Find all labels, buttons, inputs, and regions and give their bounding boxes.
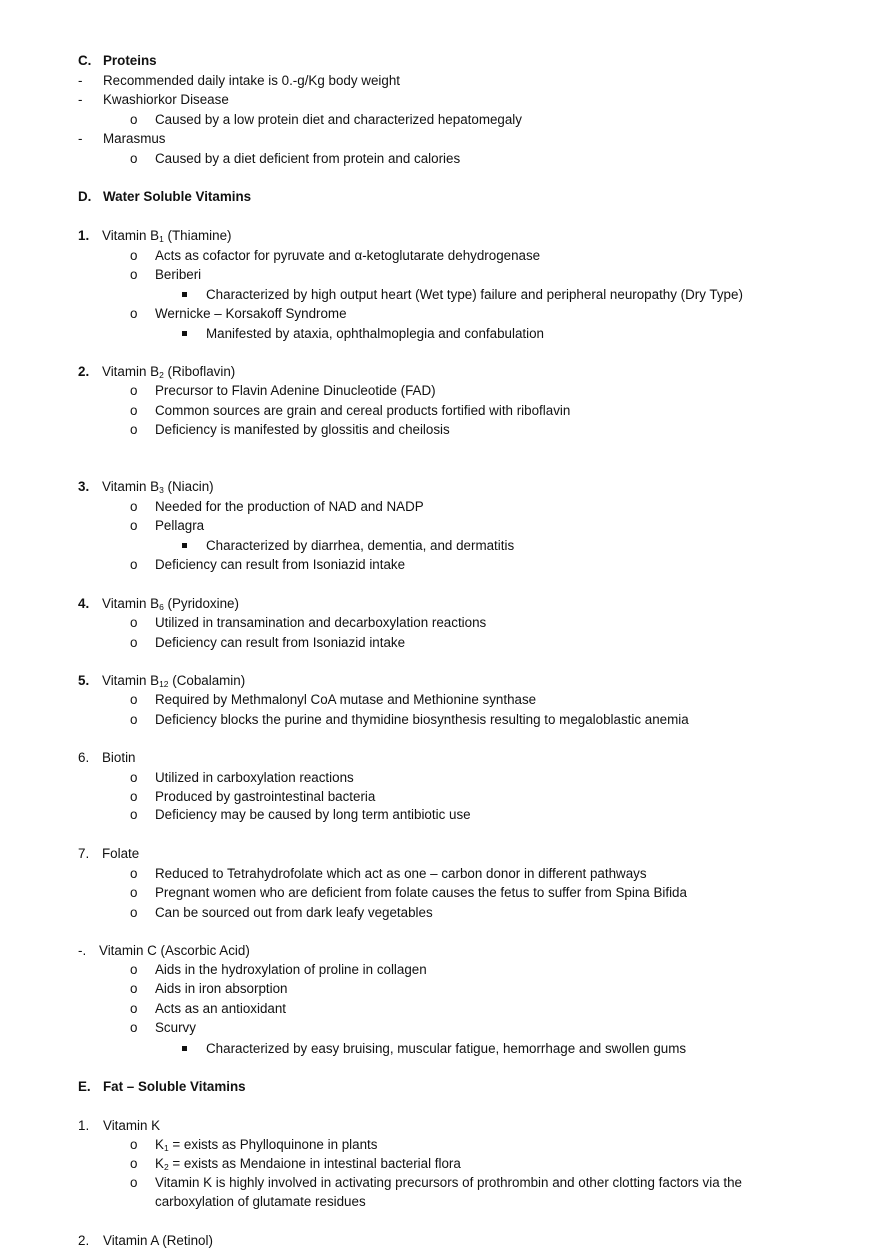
- item-number: 2.: [78, 1233, 90, 1248]
- item-number: -.: [78, 943, 87, 958]
- circle-bullet: o: [130, 770, 138, 785]
- b3-pellagra: Pellagra: [155, 518, 205, 533]
- b2-fad: Precursor to Flavin Adenine Dinucleotide (FAD): [155, 383, 436, 398]
- b6-deficiency: Deficiency can result from Isoniazid intake: [155, 635, 406, 650]
- b2-sources: Common sources are grain and cereal products fortified with riboflavin: [155, 403, 571, 418]
- circle-bullet: o: [130, 1175, 138, 1190]
- circle-bullet: o: [130, 981, 138, 996]
- b12-mutase: Required by Methmalonyl CoA mutase and Methionine synthase: [155, 692, 537, 707]
- b12-deficiency: Deficiency blocks the purine and thymidine biosynthesis resulting to megaloblastic anemia: [155, 712, 689, 727]
- vitk-k1: $K_1$ = exists as Phylloquinone in plants: [155, 1137, 378, 1153]
- protein-intake: Recommended daily intake is 0.-g/Kg body weight: [103, 73, 400, 88]
- kwashiorkor: Kwashiorkor Disease: [103, 92, 229, 107]
- b1-cofactor: Acts as cofactor for pyruvate and α-ketoglutarate dehydrogenase: [155, 248, 541, 263]
- vitamin-c-title: Vitamin C (Ascorbic Acid): [99, 943, 250, 958]
- b2-deficiency: Deficiency is manifested by glossitis and cheilosis: [155, 422, 450, 437]
- circle-bullet: o: [130, 1001, 138, 1016]
- circle-bullet: o: [130, 712, 138, 727]
- circle-bullet: o: [130, 267, 138, 282]
- folate-sources: Can be sourced out from dark leafy vegetables: [155, 905, 433, 920]
- b3-nad: Needed for the production of NAD and NADP: [155, 499, 424, 514]
- item-number: 6.: [78, 750, 90, 765]
- circle-bullet: o: [130, 422, 138, 437]
- item-number: 1.: [78, 228, 90, 243]
- circle-bullet: o: [130, 306, 138, 321]
- item-number: 5.: [78, 673, 90, 688]
- biotin-carboxylation: Utilized in carboxylation reactions: [155, 770, 354, 785]
- dash-bullet: -: [78, 131, 83, 146]
- circle-bullet: o: [130, 692, 138, 707]
- square-bullet: [182, 331, 187, 336]
- circle-bullet: o: [130, 518, 138, 533]
- biotin-bacteria: Produced by gastrointestinal bacteria: [155, 789, 376, 804]
- square-bullet: [182, 292, 187, 297]
- section-letter-d: D.: [78, 189, 92, 204]
- section-heading-water-soluble: Water Soluble Vitamins: [103, 189, 252, 204]
- vitamin-k-title: Vitamin K: [103, 1118, 161, 1133]
- circle-bullet: o: [130, 1020, 138, 1035]
- circle-bullet: o: [130, 807, 138, 822]
- vitamin-b6-title: Vitamin $B_6$ (Pyridoxine): [102, 596, 239, 612]
- dash-bullet: -: [78, 92, 83, 107]
- vitk-k2: $K_2$ = exists as Mendaione in intestinal bacterial flora: [155, 1156, 461, 1172]
- biotin-title: Biotin: [102, 750, 136, 765]
- vitk-clotting-line2: carboxylation of glutamate residues: [155, 1194, 366, 1209]
- vitamin-b3-title: Vitamin $B_3$ (Niacin): [102, 479, 214, 495]
- b1-wernicke: Wernicke – Korsakoff Syndrome: [155, 306, 347, 321]
- vitamin-b1-title: Vitamin $B_1$ (Thiamine): [102, 228, 232, 244]
- circle-bullet: o: [130, 403, 138, 418]
- folate-thf: Reduced to Tetrahydrofolate which act as one – carbon donor in different pathways: [155, 866, 647, 881]
- marasmus-detail: Caused by a diet deficient from protein and calories: [155, 151, 461, 166]
- b1-beriberi-detail: Characterized by high output heart (Wet type) failure and peripheral neuropathy (Dry Type): [206, 287, 743, 302]
- section-heading-proteins: Proteins: [103, 53, 157, 68]
- item-number: 1.: [78, 1118, 90, 1133]
- b3-deficiency: Deficiency can result from Isoniazid intake: [155, 557, 406, 572]
- folate-pregnancy: Pregnant women who are deficient from folate causes the fetus to suffer from Spina Bifida: [155, 885, 687, 900]
- circle-bullet: o: [130, 789, 138, 804]
- circle-bullet: o: [130, 499, 138, 514]
- vitamin-b2-title: Vitamin $B_2$ (Riboflavin): [102, 364, 236, 380]
- folate-title: Folate: [102, 846, 140, 861]
- vitc-collagen: Aids in the hydroxylation of proline in collagen: [155, 962, 427, 977]
- biotin-deficiency: Deficiency may be caused by long term antibiotic use: [155, 807, 471, 822]
- section-heading-fat-soluble: Fat – Soluble Vitamins: [103, 1079, 246, 1094]
- circle-bullet: o: [130, 615, 138, 630]
- b1-beriberi: Beriberi: [155, 267, 202, 282]
- dash-bullet: -: [78, 73, 83, 88]
- square-bullet: [182, 543, 187, 548]
- b1-wernicke-detail: Manifested by ataxia, ophthalmoplegia and confabulation: [206, 326, 544, 341]
- square-bullet: [182, 1046, 187, 1051]
- item-number: 4.: [78, 596, 90, 611]
- section-letter-c: C.: [78, 53, 92, 68]
- circle-bullet: o: [130, 1156, 138, 1171]
- vitc-antioxidant: Acts as an antioxidant: [155, 1001, 287, 1016]
- circle-bullet: o: [130, 1137, 138, 1152]
- item-number: 7.: [78, 846, 90, 861]
- circle-bullet: o: [130, 905, 138, 920]
- vitc-scurvy: Scurvy: [155, 1020, 196, 1035]
- circle-bullet: o: [130, 557, 138, 572]
- vitc-iron: Aids in iron absorption: [155, 981, 288, 996]
- vitamin-a-title: Vitamin A (Retinol): [103, 1233, 213, 1248]
- item-number: 2.: [78, 364, 90, 379]
- b6-transamination: Utilized in transamination and decarboxylation reactions: [155, 615, 487, 630]
- kwashiorkor-detail: Caused by a low protein diet and characterized hepatomegaly: [155, 112, 522, 127]
- circle-bullet: o: [130, 635, 138, 650]
- marasmus: Marasmus: [103, 131, 166, 146]
- vitk-clotting-line1: Vitamin K is highly involved in activating precursors of prothrombin and other clotting factors via the: [155, 1175, 743, 1190]
- section-letter-e: E.: [78, 1079, 91, 1094]
- vitc-scurvy-detail: Characterized by easy bruising, muscular fatigue, hemorrhage and swollen gums: [206, 1041, 687, 1056]
- circle-bullet: o: [130, 151, 138, 166]
- vitamin-b12-title: Vitamin $B_{12}$ (Cobalamin): [102, 673, 246, 689]
- circle-bullet: o: [130, 962, 138, 977]
- item-number: 3.: [78, 479, 90, 494]
- circle-bullet: o: [130, 383, 138, 398]
- circle-bullet: o: [130, 112, 138, 127]
- b3-pellagra-detail: Characterized by diarrhea, dementia, and dermatitis: [206, 538, 515, 553]
- circle-bullet: o: [130, 248, 138, 263]
- circle-bullet: o: [130, 885, 138, 900]
- circle-bullet: o: [130, 866, 138, 881]
